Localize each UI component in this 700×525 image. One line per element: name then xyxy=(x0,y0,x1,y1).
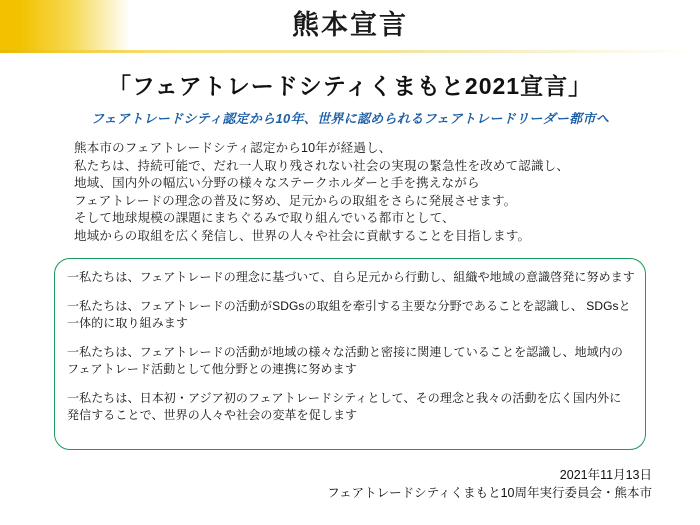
pledge-line: フェアトレード活動として他分野との連携に努めます xyxy=(67,362,357,376)
declaration-title: 「フェアトレードシティくまもと2021宣言」 xyxy=(107,73,593,99)
pledge-box xyxy=(54,258,646,450)
pledge-line: 一私たちは、日本初・アジア初のフェアトレードシティとして、その理念と我々の活動を広く国内外に xyxy=(67,391,622,405)
footer-issuer: フェアトレードシティくまもと10周年実行委員会・熊本市 xyxy=(327,486,652,500)
intro-line: 地域、国内外の幅広い分野の様々なステークホルダーと手を携えながら xyxy=(74,176,480,190)
footer-date: 2021年11月13日 xyxy=(559,468,652,482)
pledge-line: 一私たちは、フェアトレードの活動がSDGsの取組を牽引する主要な分野であることを認識し、 SDGsと xyxy=(67,299,631,313)
pledge-line: 発信することで、世界の人々や社会の変革を促します xyxy=(67,408,358,422)
intro-line: そして地球規模の課題にまちぐるみで取り組んでいる都市として、 xyxy=(74,211,455,225)
pledge-item xyxy=(67,344,633,378)
intro-line: 地域からの取組を広く発信し、世界の人々や社会に貢献することを目指します。 xyxy=(74,228,531,243)
pledge-list xyxy=(67,269,633,436)
intro-line: フェアトレードの理念の普及に努め、足元からの取組をさらに発展させます。 xyxy=(74,193,517,208)
pledge-line: 一体的に取り組みます xyxy=(67,316,189,330)
page-title: 熊本宣言 xyxy=(292,10,408,40)
intro-line: 私たちは、持続可能で、だれ一人取り残されない社会の実現の緊急性を改めて認識し、 xyxy=(74,158,570,173)
pledge-item xyxy=(67,269,633,286)
slide-header xyxy=(0,0,700,52)
intro-paragraph xyxy=(74,140,634,245)
pledge-item xyxy=(67,298,633,332)
footer-block xyxy=(327,466,652,502)
pledge-line: 一私たちは、フェアトレードの活動が地域の様々な活動と密接に関連していることを認識し、地域内の xyxy=(67,345,624,359)
pledge-item xyxy=(67,390,633,424)
declaration-subtitle: フェアトレードシティ認定から10年、世界に認められるフェアトレードリーダー都市へ xyxy=(90,111,610,126)
pledge-line: 一私たちは、フェアトレードの理念に基づいて、自ら足元から行動し、組織や地域の意識啓発に努めます xyxy=(67,270,635,284)
intro-line: 熊本市のフェアトレードシティ認定から10年が経過し、 xyxy=(74,141,392,155)
